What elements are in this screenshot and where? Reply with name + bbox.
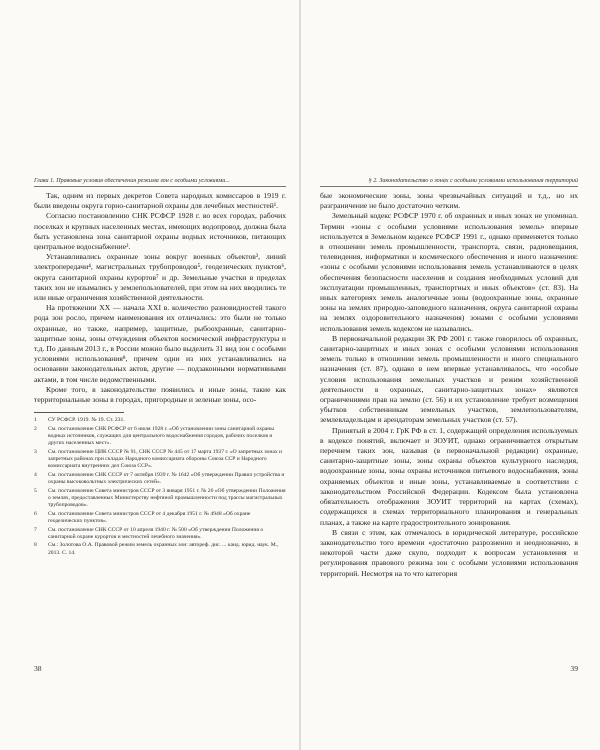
footnote-number: 2: [34, 425, 37, 432]
right-page: [300, 0, 600, 750]
footnote-number: 7: [34, 526, 37, 533]
footnote: [34, 449, 286, 471]
footnote-text: См. постановление СНК РСФСР от 6 июля 1928 г. «Об установлении зоны санитарной охраны водных источников, служащих для центрального водоснабжения городов, рабочих поселков и других населенных мест».: [48, 425, 275, 447]
footnote-text: См. постановление Совета министров СССР от 4 декабря 1951 г. № 4948 «Об охране геодезических пунктов».: [48, 510, 251, 525]
footnote-text: См. постановление СНК СССР от 7 октября 1939 г. № 1642 «Об утверждении Правил устройства и охраны высоковольтных электрических сетей».: [48, 471, 285, 486]
footnote: [34, 511, 286, 526]
footnote-text: См.: Золотова О.А. Правовой режим земель охранных зон: автореф. дис. ... канд. юрид. наук. М., 2013. С. 14.: [48, 542, 279, 556]
footnote: [34, 472, 286, 487]
footnote-number: 6: [34, 510, 37, 517]
right-body-text: [320, 191, 578, 579]
left-running-head: Глава 1. Правовые условия обеспечения режима зон с особыми условиями...: [34, 178, 286, 187]
footnote: [34, 542, 286, 557]
footnote: [34, 488, 286, 510]
left-paragraph-5: Кроме того, в законодательстве появились и иные зоны, такие как территориальные зоны в городах, пригородные и зеленые зоны, осо-: [34, 384, 286, 405]
footnote: [34, 527, 286, 542]
left-body-text: [34, 191, 286, 405]
left-paragraph-1: Так, одним из первых декретов Совета народных комиссаров в 1919 г. были введены округа горно-санитарной охраны для лечебных местностей¹.: [34, 191, 286, 211]
footnote-number: 4: [34, 471, 37, 478]
footnote-number: 3: [34, 448, 37, 455]
footnote-text: См. постановление Совета министров СССР от 3 января 1951 г. № 26 «Об утверждении Положения о землях, предоставленных Министерству нефтяной промышленности под трассы магистральных трубопроводов».: [48, 487, 286, 509]
left-footnotes: [34, 417, 286, 557]
footnote-number: 8: [34, 542, 37, 549]
right-page-number: 39: [570, 664, 578, 673]
left-page-number: 38: [34, 664, 42, 673]
right-paragraph-4: Принятый в 2004 г. ГрК РФ в ст. 1, содержащей определения используемых в кодексе понятий, включает и ЗОУИТ, однако ограничивается открытым перечнем таких зон, называя (в первоначальной редакции) охранные, санитарно-защитные зоны, зоны охраны объектов культурного наследия, водоохранные зоны, зоны охраны источников питьевого водоснабжения, зоны охраняемых объектов и иные зоны, устанавливаемые в соответствии с законодательством Российской Федерации. Кодексом была установлена обязательность отображения ЗОУИТ территорий на картах (схемах), содержащихся в схемах территориального планирования и генеральных планах, а также на карте градостроительного зонирования.: [320, 425, 578, 527]
footnote-number: 1: [34, 417, 37, 424]
footnote-separator: [34, 412, 124, 413]
right-paragraph-3: В первоначальной редакции ЗК РФ 2001 г. также говорилось об охранных, санитарно-защитных и иных зонах с особыми условиями использования земель только в отношении земель промышленности и иного специального назначения (ст. 87), однако в нем впервые устанавливалось, что «особые условия использования земельных участков и режим хозяйственной деятельности в охранных, санитарно-защитных зонах» являются ограничениями прав на землю (ст. 56) и их установление требует возмещения убытков собственникам земельных участков, землепользователям, землевладельцам и арендаторам земельных участков (ст. 57).: [320, 333, 578, 425]
footnote: [34, 426, 286, 448]
right-paragraph-5: В связи с этим, как отмечалось в юридической литературе, российское законодательство того времени «достаточно разрозненно и неоднозначно, в некоторой части даже скупо, подходит к вопросам установления и регулирования правового режима зон с особыми условиями использования территорий. Несмотря на то что категория: [320, 527, 578, 578]
left-paragraph-4: На протяжении XX — начала XXI в. количество разновидностей такого рода зон росло, причем наименования их отличались: это были не только охранные, но также, например, защитные, рыбоохранные, санитарно-защитные зоны, зоны отчуждения объектов космической инфраструктуры и т.д. По данным 2013 г., в России можно было выделить 31 вид зон с особыми условиями использования⁸, причем одни из них устанавливались на основании законодательных актов, другие — подзаконными нормативными актами, в том числе ведомственными.: [34, 303, 286, 384]
footnote-text: См. постановление СНК СССР от 10 апреля 1940 г. № 500 «Об утверждении Положения о санитарной охране курортов и местностей лечебного значения».: [48, 526, 264, 540]
left-paragraph-2: Согласно постановлению СНК РСФСР 1928 г. во всех городах, рабочих поселках и крупных населенных местах, имеющих водопровод, должна была быть установлена зона санитарной охраны водных источников, питающих центральное водоснабжение².: [34, 211, 286, 252]
right-paragraph-2: Земельный кодекс РСФСР 1970 г. об охранных и иных зонах не упоминал. Термин «зоны с особыми условиями использования земель» впервые используется в Земельном кодексе РСФСР 1991 г., однако применяется только в отношении земель промышленности, транспорта, связи, радиовещания, телевидения, информатики и космического обеспечения и иного назначения: «зоны с особыми условиями использования земель устанавливаются в целях обеспечения безопасности населения и создания необходимых условий для эксплуатации промышленных, транспортных и иных объектов» (ст. 83). На иных категориях земель аналогичные зоны (водоохранные зоны, охранные зоны на землях природно-заповедного назначения, округа санитарной охраны на землях оздоровительного назначения) зонами с особыми условиями использования земель кодексом не назывались.: [320, 211, 578, 333]
right-running-head: § 2. Законодательство о зонах с особыми условиями использования территорий: [320, 178, 578, 187]
footnote: [34, 417, 286, 424]
footnote-text: СУ РСФСР. 1919. № 19. Ст. 231.: [48, 417, 125, 424]
footnote-text: См. постановление ЦИК СССР № 91, СНК СССР № 445 от 17 марта 1937 г. «О запретных зонах и запретных районах при складах Народного комиссариата обороны Союза ССР и Народного комиссариата внутренних дел Союза ССР».: [48, 448, 283, 470]
right-paragraph-1: бые экономические зоны, зоны чрезвычайных ситуаций и т.д., но их разграничение не было достаточно четким.: [320, 191, 578, 211]
left-paragraph-3: Устанавливались охранные зоны вокруг военных объектов³, линий электропередачи⁴, магистральных трубопроводов⁵, геодезических пунктов⁶, округа санитарной охраны курортов⁷ и др. Земельные участки в пределах таких зон не изымались у землепользователей, при этом на них вводились те или иные ограничения хозяйственной деятельности.: [34, 252, 286, 303]
footnote-number: 5: [34, 487, 37, 494]
